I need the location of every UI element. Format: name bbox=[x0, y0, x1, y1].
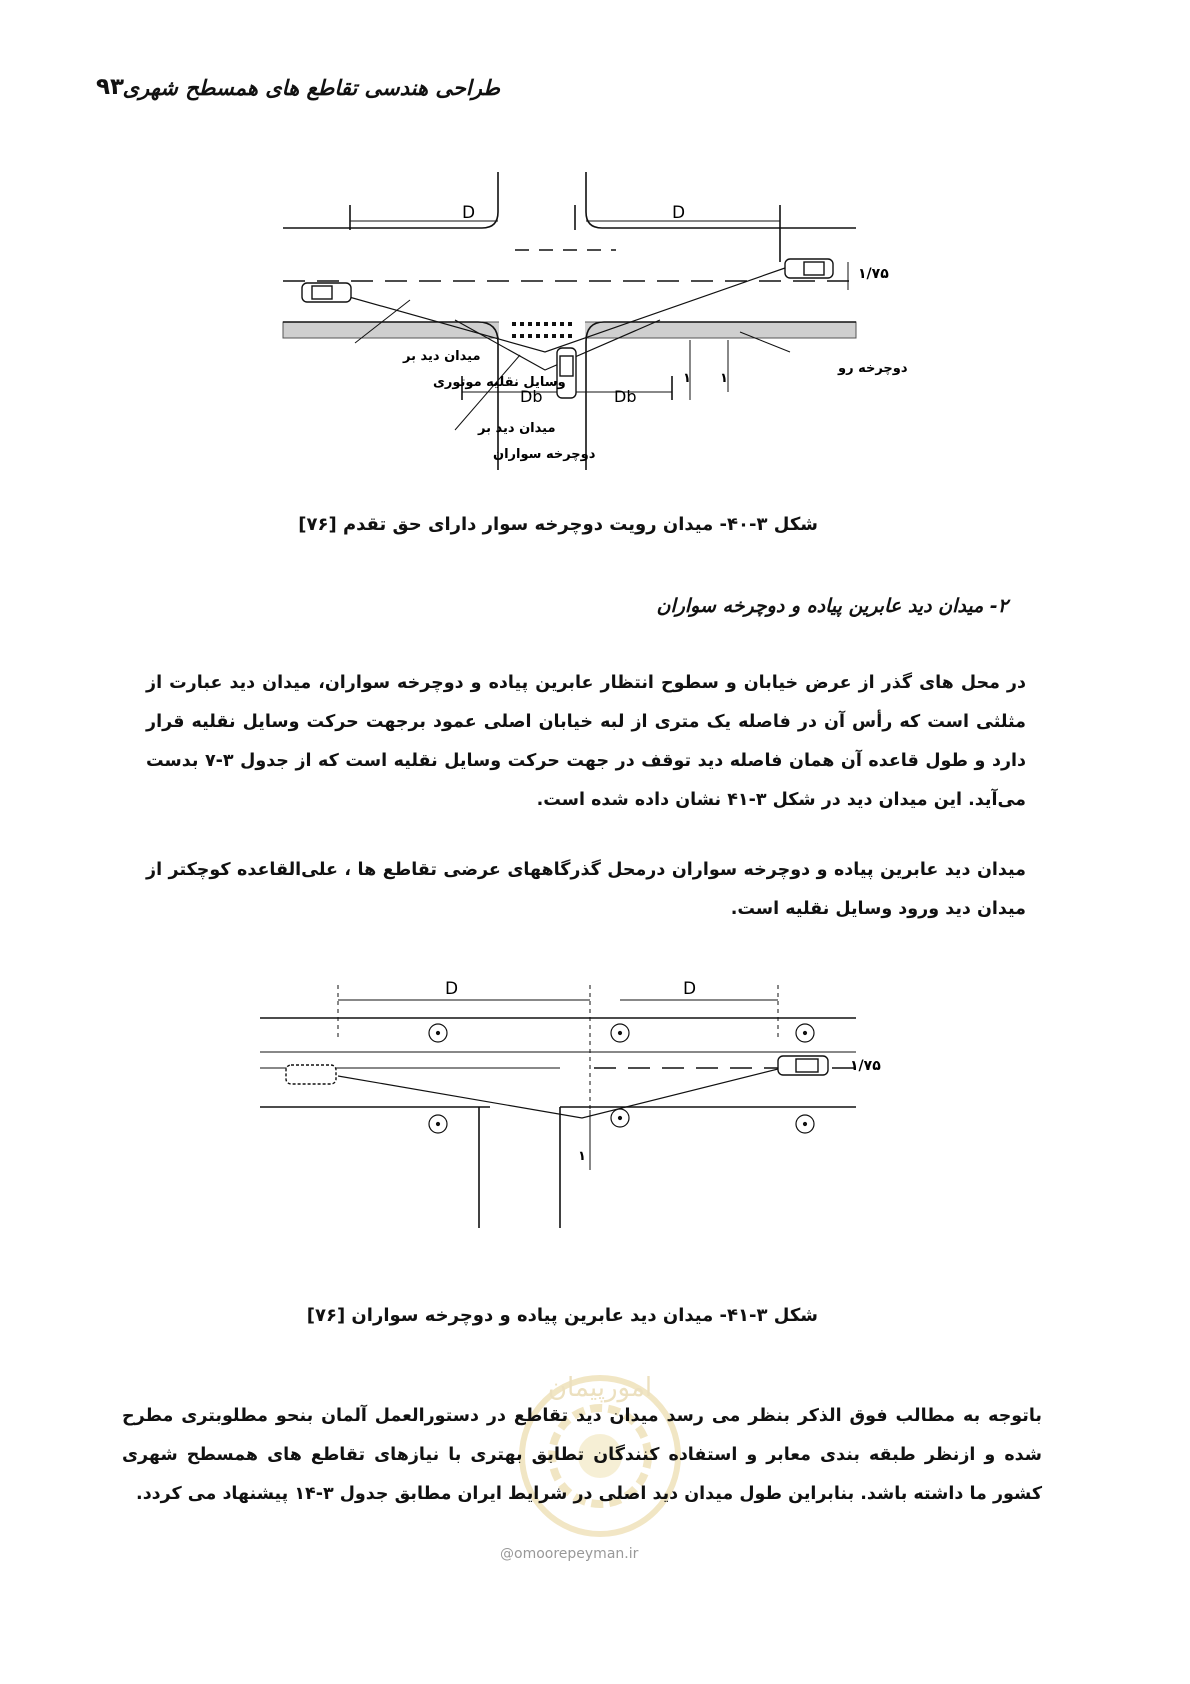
watermark-url: @omoorepeyman.ir bbox=[500, 1546, 639, 1562]
figure-41-geometry bbox=[260, 985, 856, 1228]
fig40-db-left: Db bbox=[520, 387, 543, 406]
car-right-icon bbox=[785, 259, 833, 278]
section-heading: ۲- میدان دید عابرین پیاده و دوچرخه سواران bbox=[656, 595, 1008, 617]
car-left-icon bbox=[302, 283, 351, 302]
fig41-d-left: D bbox=[445, 979, 459, 999]
f41-sight-line bbox=[338, 1064, 798, 1118]
paragraph-3: باتوجه به مطالب فوق الذکر بنظر می رسد میدان دید تقاطع در دستورالعمل آلمان بنحو مطلوبتری مطرح شده و ازنظر طبقه بندی معابر و استفاده کنندگان تطابق بهتری با نیازهای تقاطع های همسطح شهری کشور ما داشته باشد. بنابراین طول میدان دید اصلی در شرایط ایران مطابق جدول ۳-۱۴ پیشنهاد می کردد. bbox=[122, 1406, 1042, 1504]
fig40-db-right: Db bbox=[614, 387, 637, 406]
figure-41-caption: شکل ۳-۴۱- میدان دید عابرین پیاده و دوچرخه سواران [۷۶] bbox=[306, 1305, 818, 1326]
fig40-d-left: D bbox=[462, 203, 476, 223]
figure-40-geometry bbox=[283, 172, 856, 470]
fig40-bike-field-1: میدان دید بر bbox=[478, 421, 556, 436]
fig40-one-a: ۱ bbox=[683, 371, 691, 386]
lower-left-return bbox=[283, 322, 498, 470]
side-road-right-edge bbox=[586, 172, 856, 228]
page-number: ۹۳ bbox=[96, 74, 125, 100]
fig40-d-right: D bbox=[672, 203, 686, 223]
watermark-text: امورپیمان bbox=[547, 1373, 653, 1403]
car-side-road-icon bbox=[557, 348, 576, 398]
figure-40-caption: شکل ۳-۴۰- میدان رویت دوچرخه سوار دارای حق تقدم [۷۶] bbox=[298, 514, 818, 535]
fig40-one-b: ۱ bbox=[720, 371, 728, 386]
fig40-ratio: ۱/۷۵ bbox=[858, 266, 889, 282]
fig40-vehicle-field-2: وسایل نقلیه موتوری bbox=[433, 375, 566, 390]
f41-car-right-icon bbox=[778, 1056, 828, 1075]
fig40-bike-field-2: دوچرخه سواران bbox=[493, 447, 596, 462]
fig41-ratio: ۱/۷۵ bbox=[850, 1058, 881, 1074]
paragraph-2: میدان دید عابرین پیاده و دوچرخه سواران درمحل گذرگاههای عرضی تقاطع ها ، علی‌القاعده کوچکتر از میدان دید ورود وسایل نقلیه است. bbox=[146, 860, 1026, 919]
running-head: طراحی هندسی تقاطع های همسطح شهری bbox=[122, 76, 500, 100]
fig41-one: ۱ bbox=[578, 1149, 586, 1164]
f41-car-left-icon bbox=[286, 1065, 336, 1084]
f41-pedestrian-symbols bbox=[429, 1024, 814, 1133]
fig41-d-right: D bbox=[683, 979, 697, 999]
fig40-bike-lane: دوچرخه رو bbox=[838, 361, 908, 376]
fig40-vehicle-field-1: میدان دید بر bbox=[403, 349, 481, 364]
paragraph-1: در محل های گذر از عرض خیابان و سطوح انتظار عابرین پیاده و دوچرخه سواران، میدان دید عبارت از مثلثی است که رأس آن در فاصله یک متری از لبه خیابان اصلی عمود برجهت حرکت وسایل نقلیه قرار دارد و طول قاعده آن همان فاصله دید توقف در جهت حرکت وسایل نقلیه است که از جدول ۳-۷ بدست می‌آید. این میدان دید در شکل ۳-۴۱ نشان داده شده است. bbox=[146, 673, 1026, 810]
